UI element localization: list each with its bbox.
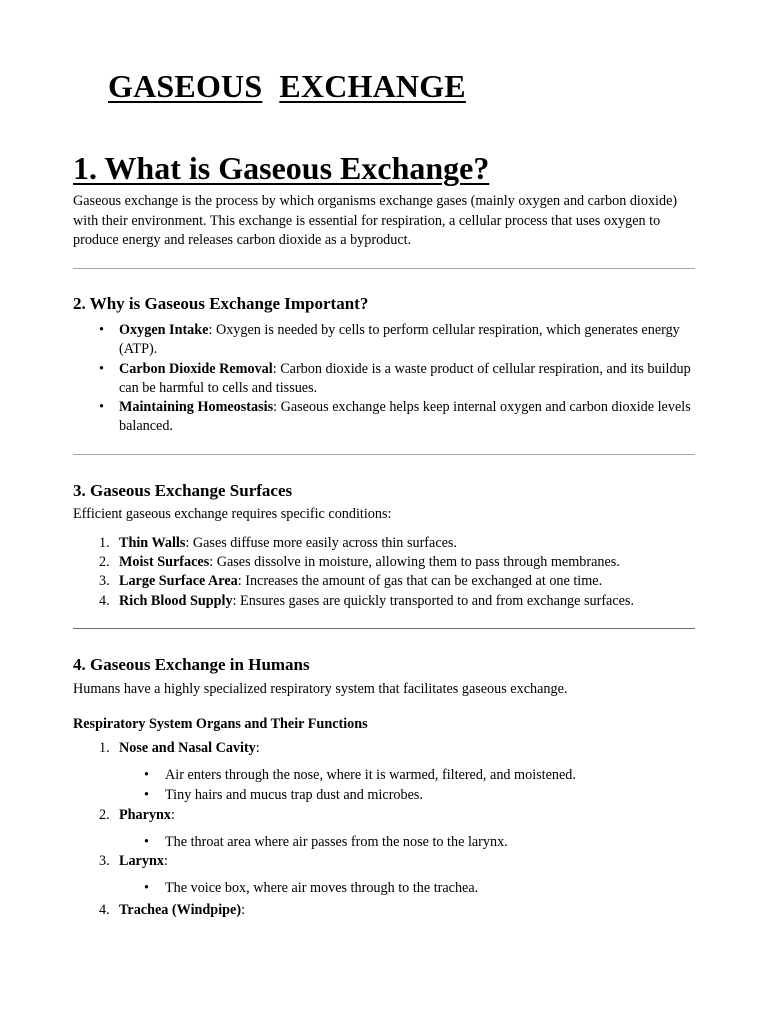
list-item-term: Oxygen Intake [119, 322, 209, 338]
title-word-2: EXCHANGE [279, 68, 466, 104]
list-item-term: Thin Walls [119, 535, 186, 551]
bullet-icon: • [144, 834, 149, 850]
section-2-heading: 2. Why is Gaseous Exchange Important? [73, 294, 369, 313]
list-item [73, 592, 695, 611]
list-item-term: Carbon Dioxide Removal [119, 360, 273, 377]
section-1-heading: 1. What is Gaseous Exchange? [73, 150, 490, 186]
organ-name: Trachea (Windpipe) [119, 902, 242, 918]
organ-point-text: The voice box, where air moves through to the trachea. [165, 880, 479, 896]
section-3-heading: 3. Gaseous Exchange Surfaces [73, 481, 293, 500]
organ-name: Pharynx [119, 807, 172, 823]
list-item-text: : Increases the amount of gas that can be exchanged at one time. [237, 573, 603, 590]
list-item-term: Rich Blood Supply [119, 592, 233, 609]
list-item [73, 534, 695, 553]
section-4-intro: Humans have a highly specialized respiratory system that facilitates gaseous exchange. [73, 681, 568, 697]
section-4-heading: 4. Gaseous Exchange in Humans [73, 655, 310, 674]
bullet-icon: • [99, 399, 104, 416]
bullet-icon: • [144, 767, 149, 783]
importance-list [73, 321, 695, 437]
list-item-text: : Oxygen is needed by cells to perform cellular respiration, which generates energy (ATP). [119, 322, 680, 358]
list-number: 3. [99, 573, 110, 590]
divider [73, 454, 695, 455]
list-item [73, 398, 695, 437]
list-number: 4. [99, 902, 110, 918]
bullet-icon: • [99, 322, 104, 338]
divider [73, 268, 695, 269]
section-1-paragraph: Gaseous exchange is the process by which organisms exchange gases (mainly oxygen and carbon dioxide) with their environment. This exchange is essential for respiration, a cellular process that uses oxygen to produce energy and releases carbon dioxide as a byproduct. [73, 193, 678, 248]
list-item [73, 553, 695, 572]
organs-subheading: Respiratory System Organs and Their Functions [73, 716, 368, 732]
list-number: 3. [99, 853, 110, 869]
list-item [73, 321, 695, 360]
list-number: 2. [99, 807, 110, 823]
organ-name: Nose and Nasal Cavity [119, 740, 256, 756]
list-item-text: : Gases dissolve in moisture, allowing them to pass through membranes. [209, 554, 620, 571]
list-item-term: Moist Surfaces [119, 554, 210, 571]
list-item-term: Maintaining Homeostasis [119, 399, 274, 416]
surfaces-list [73, 534, 695, 611]
organ-suffix: : [241, 902, 246, 918]
organ-point-text: The throat area where air passes from the nose to the larynx. [165, 834, 508, 850]
list-item-term: Large Surface Area [119, 573, 238, 590]
organ-name: Larynx [119, 853, 164, 869]
organ-suffix: : [255, 740, 260, 756]
title-word-1: GASEOUS [108, 68, 263, 104]
list-item [73, 360, 695, 399]
list-number: 4. [99, 592, 110, 609]
organ-point-text: Tiny hairs and mucus trap dust and microbes. [165, 787, 423, 803]
list-item-text: : Gaseous exchange helps keep internal oxygen and carbon dioxide levels balanced. [119, 399, 691, 435]
list-item-text: : Ensures gases are quickly transported to and from exchange surfaces. [232, 592, 635, 609]
list-item [73, 572, 695, 591]
organ-point-text: Air enters through the nose, where it is warmed, filtered, and moistened. [165, 767, 576, 783]
list-number: 1. [99, 740, 110, 756]
section-3-intro: Efficient gaseous exchange requires specific conditions: [73, 506, 392, 522]
bullet-icon: • [99, 360, 104, 377]
list-number: 1. [99, 535, 110, 551]
divider [73, 628, 695, 629]
document-title [108, 68, 466, 105]
list-item-text: : Gases diffuse more easily across thin surfaces. [185, 535, 457, 551]
organ-suffix: : [171, 807, 175, 823]
bullet-icon: • [144, 880, 149, 896]
bullet-icon: • [144, 787, 149, 803]
list-number: 2. [99, 554, 110, 571]
list-item-text: : Carbon dioxide is a waste product of cellular respiration, and its buildup can be harmful to cells and tissues. [119, 360, 691, 396]
organ-suffix: : [163, 853, 168, 869]
